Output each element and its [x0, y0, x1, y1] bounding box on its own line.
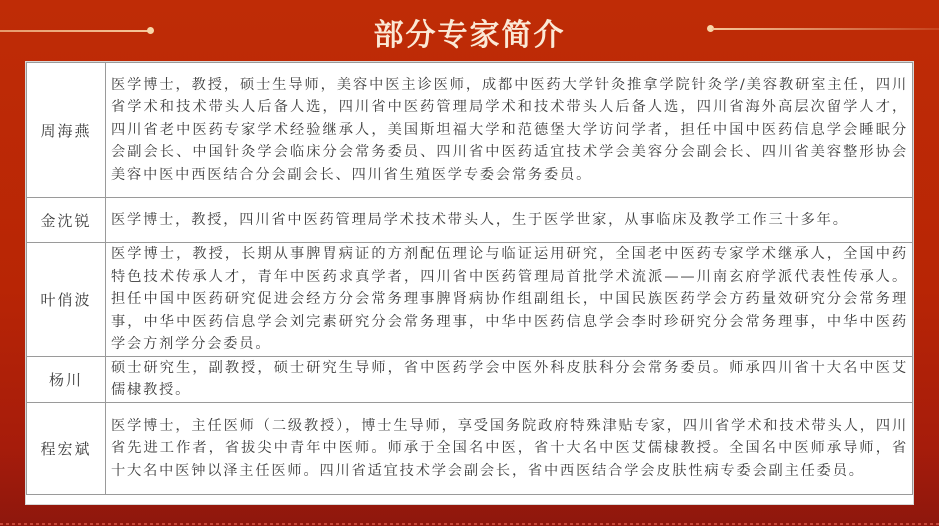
title-bar [0, 0, 939, 60]
expert-bio: 医学博士，教授，四川省中医药管理局学术技术带头人，生于医学世家，从事临床及教学工作三十多年。 [106, 198, 913, 243]
expert-name: 叶俏波 [27, 243, 106, 357]
expert-bio: 医学博士，主任医师（二级教授），博士生导师，享受国务院政府特殊津贴专家，四川省学术和技术带头人，四川省先进工作者，省拔尖中青年中医师。师承于全国名中医，省十大名中医艾儒棣教授。全国名中医师承导师，省十大名中医钟以泽主任医师。四川省适宜技术学会副会长，省中西医结合学会皮肤性病专委会副主任委员。 [106, 402, 913, 494]
table-row [27, 63, 913, 198]
decorative-bottom-border [0, 523, 939, 525]
table-row [27, 402, 913, 494]
table-row [27, 243, 913, 357]
expert-bio: 医学博士，教授，长期从事脾胃病证的方剂配伍理论与临证运用研究，全国老中医药专家学术继承人，全国中药特色技术传承人才，青年中医药求真学者，四川省中医药管理局首批学术流派——川南玄府学派代表性传承人。担任中国中医药研究促进会经方分会常务理事脾肾病协作组副组长，中国民族医药学会方药量效研究分会常务理事，中华中医药信息学会刘完素研究分会常务理事，中华中医药信息学会李时珍研究分会常务理事，中华中医药学会方剂学分会委员。 [106, 243, 913, 357]
expert-name: 金沈锐 [27, 198, 106, 243]
expert-name: 程宏斌 [27, 402, 106, 494]
expert-table-container [25, 61, 914, 505]
page-title: 部分专家简介 [373, 18, 566, 53]
expert-name: 杨川 [27, 357, 106, 403]
expert-name: 周海燕 [27, 63, 106, 198]
decorative-line-right [712, 28, 939, 30]
table-row [27, 198, 913, 243]
expert-table [26, 62, 913, 495]
expert-bio: 医学博士，教授，硕士生导师，美容中医主诊医师，成都中医药大学针灸推拿学院针灸学/美容教研室主任，四川省学术和技术带头人后备人选，四川省中医药管理局学术和技术带头人后备人选，四川省海外高层次留学人才，四川省老中医药专家学术经验继承人，美国斯坦福大学和范德堡大学访问学者，担任中国中医药信息学会睡眠分会副会长、中国针灸学会临床分会常务委员、四川省中医药适宜技术学会美容分会副会长、四川省美容整形协会美容中医中西医结合分会副会长、四川省生殖医学专委会常务委员。 [106, 63, 913, 198]
table-row [27, 357, 913, 403]
expert-bio: 硕士研究生，副教授，硕士研究生导师，省中医药学会中医外科皮肤科分会常务委员。师承四川省十大名中医艾儒棣教授。 [106, 357, 913, 403]
